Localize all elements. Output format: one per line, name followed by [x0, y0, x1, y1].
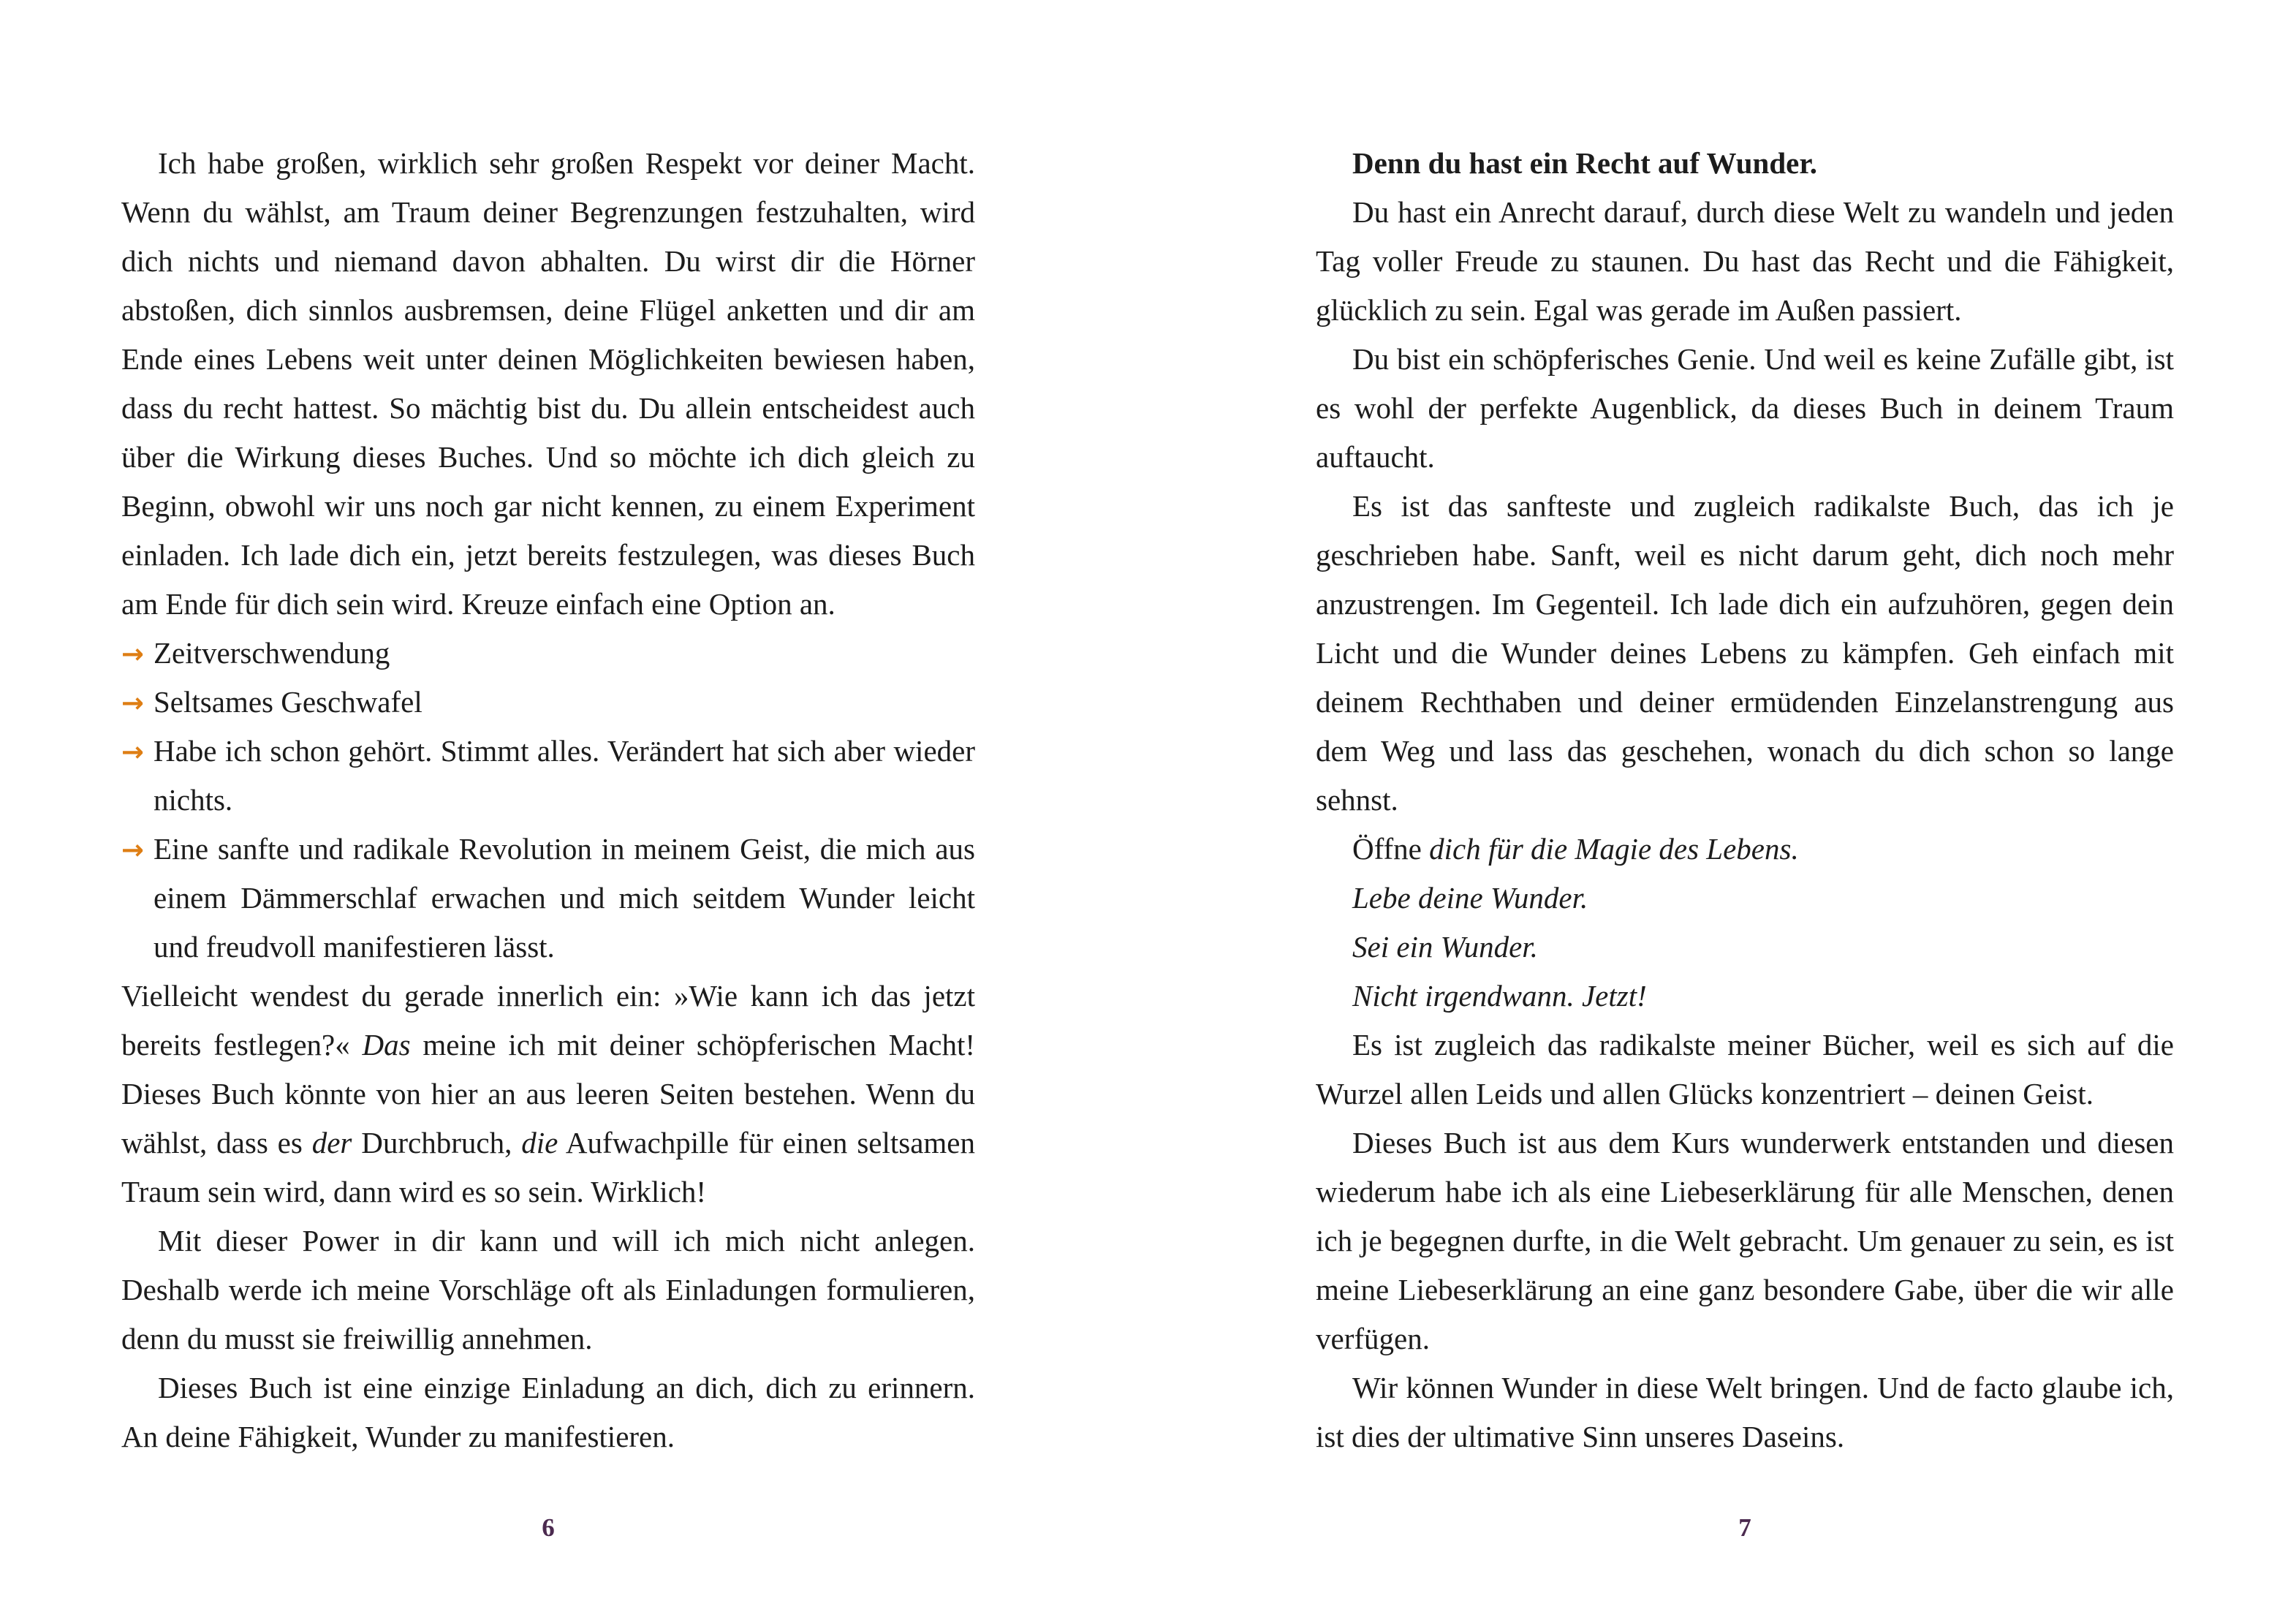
quote-line [1316, 825, 2174, 874]
paragraph [1316, 1021, 2174, 1119]
text-segment: Ich habe großen, wirklich sehr großen Respekt vor deiner Macht. Wenn du wählst, am Traum deiner Begrenzungen festzuhalten, wird dich nichts und niemand davon abhalten. Du wirst dir die Hörner abstoßen, dich sinnlos ausbremsen, deine Flügel anketten und dir am Ende eines Lebens weit unter deinen Möglichkeiten bewiesen haben, dass du recht hattest. So mächtig bist du. Du allein entscheidest auch über die Wirkung dieses Buches. Und so möchte ich dich gleich zu Beginn, obwohl wir uns noch gar nicht kennen, zu einem Experiment einladen. Ich lade dich ein, jetzt bereits festzulegen, was dieses Buch am Ende für dich sein wird. Kreuze einfach eine Option an. [121, 146, 975, 621]
section-heading [1316, 139, 2174, 188]
text-segment: Das [362, 1028, 411, 1062]
arrow-bullet-icon: → [121, 736, 145, 768]
arrow-bullet-icon: → [121, 687, 145, 719]
text-segment: dich für die Magie des Lebens. [1429, 832, 1799, 866]
text-segment: Vielleicht wendest du gerade innerlich ein: »Wie kann ich das jetzt bereits festlegen?« [121, 979, 975, 1062]
paragraph [121, 139, 975, 629]
text-segment: Zeitverschwendung [154, 636, 390, 670]
text-segment: Es ist das sanfteste und zugleich radikalste Buch, das ich je geschrieben habe. Sanft, weil es nicht darum geht, dich noch mehr anzustrengen. Im Gegenteil. Ich lade dich ein aufzuhören, gegen dein Licht und die Wunder deines Lebens zu kämpfen. Geh einfach mit deinem Rechthaben und deiner ermüdenden Einzelanstrengung aus dem Weg und lass das geschehen, wonach du dich schon so lange sehnst. [1316, 489, 2174, 817]
text-segment: Wir können Wunder in diese Welt bringen. Und de facto glaube ich, ist dies der ultimative Sinn unseres Daseins. [1316, 1371, 2174, 1453]
page-right-text [1316, 139, 2174, 1461]
arrow-bullet-icon: → [121, 834, 145, 866]
text-segment: Habe ich schon gehört. Stimmt alles. Verändert hat sich aber wieder nichts. [154, 734, 975, 817]
text-segment: Dieses Buch ist aus dem Kurs wunderwerk entstanden und diesen wiederum habe ich als eine Liebeserklärung für alle Menschen, denen ich je begegnen durfte, in die Welt gebracht. Um genauer zu sein, es ist meine Liebeserklärung an eine ganz besondere Gabe, über die wir alle verfügen. [1316, 1126, 2174, 1355]
page-left [121, 139, 975, 1623]
bullet-item [121, 678, 975, 727]
quote-line [1316, 874, 2174, 923]
bullet-text [154, 685, 423, 719]
text-segment: Aufwachpille für einen seltsamen Traum sein wird, dann wird es so sein. Wirklich! [121, 1126, 976, 1208]
text-segment: Lebe deine Wunder. [1352, 881, 1588, 915]
paragraph [1316, 335, 2174, 482]
page-left-text [121, 139, 975, 1461]
text-segment: Dieses Buch ist eine einzige Einladung an dich, dich zu erinnern. An deine Fähigkeit, Wunder zu manifestieren. [121, 1371, 975, 1453]
bullet-text [154, 832, 975, 964]
paragraph [1316, 1363, 2174, 1461]
paragraph [121, 1217, 975, 1363]
page-number: 7 [1738, 1513, 1751, 1542]
text-segment: Eine sanfte und radikale Revolution in meinem Geist, die mich aus einem Dämmerschlaf erwachen und mich seitdem Wunder leicht und freudvoll manifestieren lässt. [154, 832, 975, 964]
text-segment: Öffne [1352, 832, 1430, 866]
text-segment: Denn du hast ein Recht auf Wunder. [1352, 146, 1818, 180]
quote-line [1316, 923, 2174, 972]
text-segment: der [311, 1126, 352, 1159]
text-segment: Mit dieser Power in dir kann und will ich mich nicht anlegen. Deshalb werde ich meine Vorschläge oft als Einladungen formulieren, denn du musst sie freiwillig annehmen. [121, 1224, 975, 1355]
text-segment: Du bist ein schöpferisches Genie. Und weil es keine Zufälle gibt, ist es wohl der perfekte Augenblick, da dieses Buch in deinem Traum auftaucht. [1316, 342, 2174, 474]
text-segment: Du hast ein Anrecht darauf, durch diese Welt zu wandeln und jeden Tag voller Freude zu staunen. Du hast das Recht und die Fähigkeit, glücklich zu sein. Egal was gerade im Außen passiert. [1316, 195, 2174, 327]
text-segment: Sei ein Wunder. [1352, 930, 1538, 964]
page-right [1316, 139, 2174, 1623]
paragraph [1316, 1119, 2174, 1363]
paragraph [121, 972, 975, 1217]
bullet-text [154, 734, 975, 817]
text-segment: Durchbruch, [352, 1126, 522, 1159]
paragraph [1316, 482, 2174, 825]
text-segment: Nicht irgendwann. Jetzt! [1352, 979, 1647, 1013]
bullet-item [121, 727, 975, 825]
text-segment: Es ist zugleich das radikalste meiner Bücher, weil es sich auf die Wurzel allen Leids und allen Glücks konzentriert – deinen Geist. [1316, 1028, 2174, 1111]
page-number: 6 [542, 1513, 555, 1542]
text-segment: die [521, 1126, 558, 1159]
quote-line [1316, 972, 2174, 1021]
paragraph [1316, 188, 2174, 335]
bullet-item [121, 629, 975, 678]
text-segment: Seltsames Geschwafel [154, 685, 423, 719]
paragraph [121, 1363, 975, 1461]
bullet-text [154, 636, 390, 670]
bullet-item [121, 825, 975, 972]
arrow-bullet-icon: → [121, 638, 145, 670]
text-segment: meine ich mit deiner schöpferischen Macht! Dieses Buch könnte von hier an aus leeren Seiten bestehen. Wenn du wählst, dass es [121, 1028, 975, 1159]
